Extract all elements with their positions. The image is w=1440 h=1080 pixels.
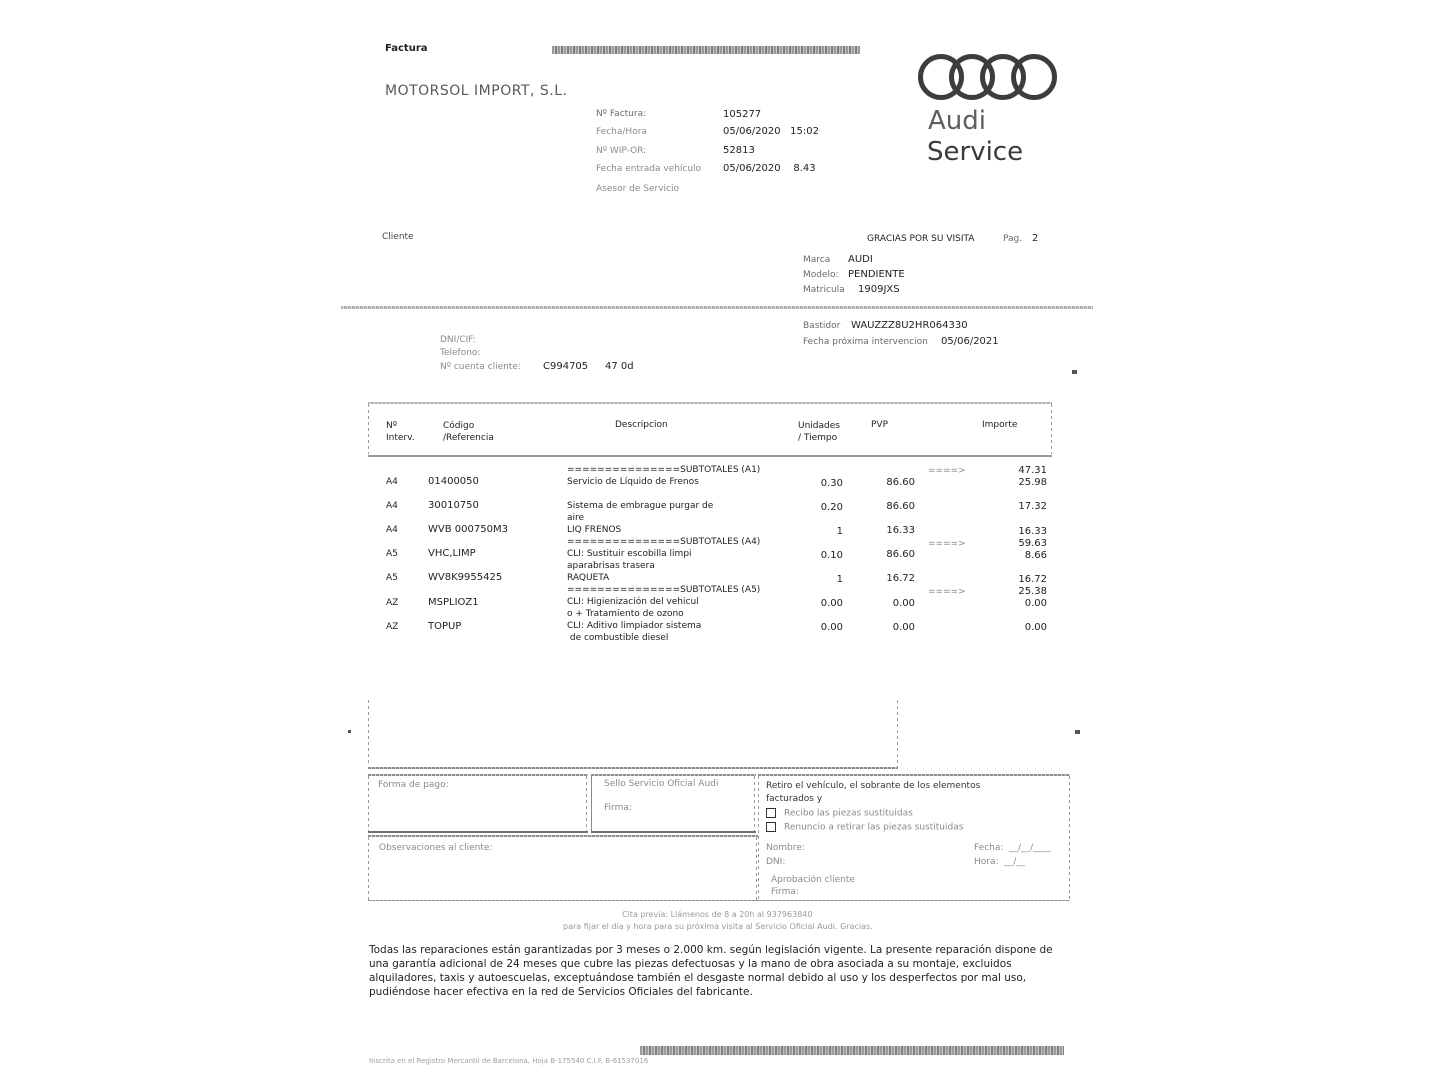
row-description: LIQ FRENOS: [567, 525, 622, 535]
next-service-value: 05/06/2021: [941, 336, 999, 347]
row-pvp: 0.00: [892, 622, 915, 633]
logo-audi-text: Audi: [928, 106, 986, 136]
row-code: MSPLIOZ1: [428, 597, 479, 608]
header-units-1: Unidades: [798, 421, 840, 431]
row-importe: 8.66: [1024, 550, 1047, 561]
receive-parts-label: Recibo las piezas sustituidas: [784, 808, 913, 819]
row-units: 0.00: [820, 622, 843, 633]
row-description: CLI: Aditivo limpiador sistema: [567, 621, 702, 631]
row-code: WVB 000750M3: [428, 524, 508, 535]
row-units: 0.00: [820, 598, 843, 609]
row-units: 0.30: [820, 478, 843, 489]
service-advisor-label: Asesor de Servicio: [596, 184, 679, 194]
plate-label: Matricula: [803, 285, 845, 295]
renounce-parts-option[interactable]: [766, 822, 963, 833]
subtotal-amount: 47.31: [1018, 465, 1047, 476]
scan-mark: [1075, 730, 1080, 734]
arrow-indicator: ====>: [928, 466, 966, 476]
renounce-parts-checkbox[interactable]: [766, 822, 776, 832]
dni-label: DNI/CIF:: [440, 335, 476, 345]
row-description: Sistema de embrague purgar de: [567, 501, 714, 511]
header-pvp: PVP: [871, 420, 889, 430]
row-importe: 25.98: [1018, 477, 1047, 488]
row-description-cont: de combustible diesel: [567, 633, 669, 643]
receive-parts-checkbox[interactable]: [766, 808, 776, 818]
payment-method-label: Forma de pago:: [378, 780, 449, 790]
chassis-value: WAUZZZ8U2HR064330: [851, 320, 968, 331]
stamp-label: Sello Servicio Oficial Audi: [604, 779, 719, 789]
observations-label: Observaciones al cliente:: [379, 843, 493, 853]
dni-field-label: DNI:: [766, 857, 786, 867]
client-label: Cliente: [382, 232, 414, 242]
row-interv: A5: [386, 573, 398, 583]
scan-mark: [348, 730, 351, 733]
account-label: Nº cuenta cliente:: [440, 362, 521, 372]
stamp-signature-label: Firma:: [604, 803, 632, 813]
row-pvp: 86.60: [886, 477, 915, 488]
row-importe: 16.33: [1018, 526, 1047, 537]
name-label: Nombre:: [766, 843, 805, 853]
header-code-1: Código: [443, 421, 475, 431]
row-code: WV8K9955425: [428, 572, 503, 583]
page-number: 2: [1032, 233, 1039, 244]
row-importe: 17.32: [1018, 501, 1047, 512]
withdrawal-title-cont: facturados y: [766, 794, 823, 804]
time-field-label: Hora: __/__: [974, 857, 1026, 867]
logo-service-text: Service: [927, 137, 1024, 167]
row-units: 0.20: [820, 502, 843, 513]
scan-noise-bar: [552, 46, 860, 54]
entry-date-label: Fecha entrada vehículo: [596, 164, 702, 174]
model-label: Modelo:: [803, 270, 839, 280]
row-units: 0.10: [820, 550, 843, 561]
row-units: 1: [836, 574, 843, 585]
scan-noise-bar: [640, 1046, 1064, 1055]
date-time-label: Fecha/Hora: [596, 127, 647, 137]
row-importe: 16.72: [1018, 574, 1047, 585]
row-interv: AZ: [386, 622, 399, 632]
appointment-line-2: para fijar el día y hora para su próxima visita al Servicio Oficial Audi. Gracias.: [563, 922, 873, 931]
chassis-label: Bastidor: [803, 321, 841, 331]
date-time-value: 05/06/2020 15:02: [723, 126, 819, 137]
header-description: Descripcion: [615, 420, 668, 430]
subtotal-label: ===============SUBTOTALES (A5): [567, 585, 761, 595]
row-pvp: 16.72: [886, 573, 915, 584]
subtotal-label: ===============SUBTOTALES (A1): [567, 465, 761, 475]
row-code: VHC,LIMP: [428, 548, 476, 559]
row-description: CLI: Higienización del vehicul: [567, 597, 699, 607]
row-description-cont: aire: [567, 513, 585, 523]
receive-parts-option[interactable]: [766, 808, 913, 819]
row-interv: A4: [386, 501, 398, 511]
row-units: 1: [836, 526, 843, 537]
separator-line: [341, 306, 1093, 309]
brand-value: AUDI: [848, 254, 873, 265]
header-interv-1: Nº: [386, 421, 397, 431]
header-importe: Importe: [982, 420, 1018, 430]
invoice-number-label: Nº Factura:: [596, 109, 647, 119]
row-pvp: 86.60: [886, 501, 915, 512]
row-description-cont: aparabrisas trasera: [567, 561, 655, 571]
entry-date-value: 05/06/2020 8.43: [723, 163, 816, 174]
subtotal-amount: 25.38: [1018, 586, 1047, 597]
subtotal-amount: 59.63: [1018, 538, 1047, 549]
phone-label: Telefono:: [440, 348, 481, 358]
row-interv: A5: [386, 549, 398, 559]
audi-rings-icon: [918, 54, 1058, 100]
client-approval-signature: Firma:: [771, 887, 799, 897]
arrow-indicator: ====>: [928, 587, 966, 597]
row-importe: 0.00: [1024, 622, 1047, 633]
arrow-indicator: ====>: [928, 539, 966, 549]
registry-text: Inscrita en el Registro Mercantil de Barcelona, Hoja B-175540 C.I.F. B-61537016: [369, 1057, 649, 1065]
row-description: CLI: Sustituir escobilla limpi: [567, 549, 692, 559]
row-description: Servicio de Líquido de Frenos: [567, 477, 699, 487]
header-code-2: /Referencia: [443, 433, 494, 443]
thanks-message: GRACIAS POR SU VISITA: [867, 234, 975, 244]
withdrawal-title: Retiro el vehículo, el sobrante de los elementos: [766, 781, 981, 791]
model-value: PENDIENTE: [848, 269, 905, 280]
row-description: RAQUETA: [567, 573, 610, 583]
appointment-line-1: Cita previa: Llámenos de 8 a 20h al 937963840: [622, 910, 813, 919]
header-units-2: / Tiempo: [798, 433, 838, 443]
subtotal-label: ===============SUBTOTALES (A4): [567, 537, 761, 547]
row-importe: 0.00: [1024, 598, 1047, 609]
header-interv-2: Interv.: [386, 433, 415, 443]
page-label: Pag.: [1003, 234, 1023, 244]
row-description-cont: o + Tratamiento de ozono: [567, 609, 684, 619]
wip-value: 52813: [723, 145, 755, 156]
scan-mark: [1072, 370, 1077, 374]
row-pvp: 16.33: [886, 525, 915, 536]
row-interv: AZ: [386, 598, 399, 608]
brand-label: Marca: [803, 255, 831, 265]
renounce-parts-label: Renuncio a retirar las piezas sustituidas: [784, 822, 964, 833]
row-interv: A4: [386, 477, 398, 487]
row-code: 30010750: [428, 500, 479, 511]
invoice-number-value: 105277: [723, 109, 762, 120]
row-pvp: 0.00: [892, 598, 915, 609]
row-code: 01400050: [428, 476, 479, 487]
warranty-text: Todas las reparaciones están garantizadas por 3 meses o 2.000 km. según legislación vigente. La presente reparación dispone de una garantía adicional de 24 meses que cubre las piezas defectuosas y la mano de obra asociada a su montaje, excluidos alquiladores, taxis y autoescuelas, exceptuándose también el desgaste normal debido al uso y los desperfectos por mal uso, pudiéndose hacer efectiva en la red de Servicios Oficiales del fabricante.: [369, 944, 1053, 998]
row-code: TOPUP: [428, 621, 462, 632]
account-extra: 47 0d: [605, 361, 634, 372]
company-name: MOTORSOL IMPORT, S.L.: [385, 83, 568, 99]
row-interv: A4: [386, 525, 398, 535]
account-value: C994705: [543, 361, 589, 372]
plate-value: 1909JXS: [858, 284, 900, 295]
wip-label: Nº WIP-OR:: [596, 146, 647, 156]
next-service-label: Fecha próxima intervencion: [803, 337, 928, 347]
date-field-label: Fecha: __/__/____: [974, 843, 1052, 853]
row-pvp: 86.60: [886, 549, 915, 560]
document-type: Factura: [385, 43, 428, 54]
client-approval-label: Aprobación cliente: [771, 875, 855, 885]
